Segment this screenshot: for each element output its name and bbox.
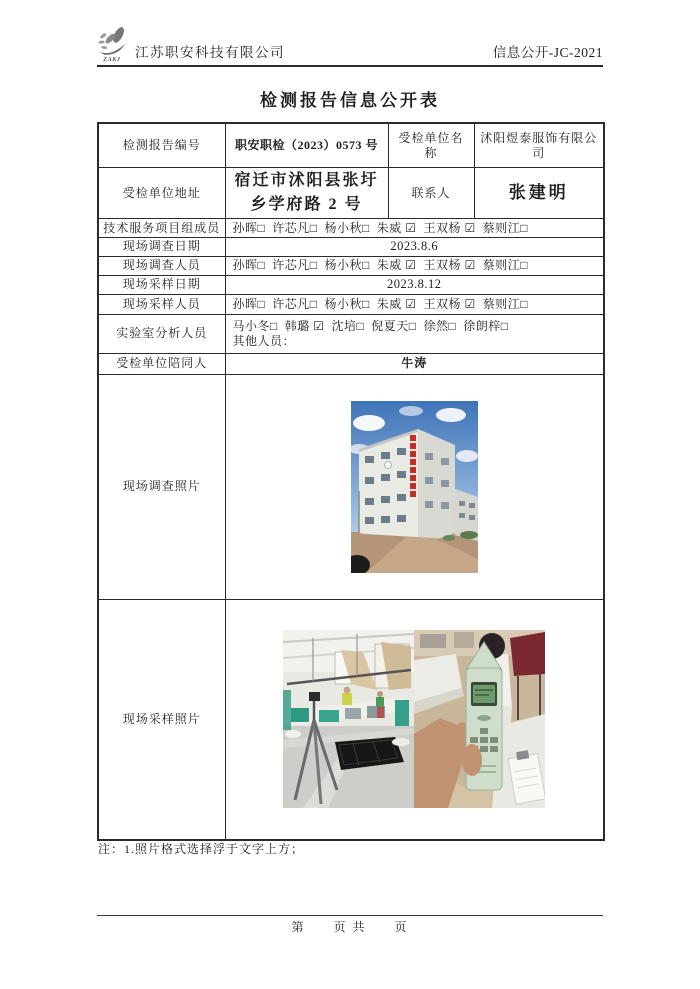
sampling-workshop-photo xyxy=(283,630,414,808)
logo-text: ZAKJ xyxy=(103,56,121,62)
info-table xyxy=(97,122,605,841)
footer-divider xyxy=(97,915,603,916)
report-no-label: 检测报告编号 xyxy=(98,123,225,168)
table-row xyxy=(98,353,604,374)
survey-staff-label: 现场调查人员 xyxy=(98,256,225,275)
footnote: 注：1.照片格式选择浮于文字上方； xyxy=(98,842,305,856)
contact-label: 联系人 xyxy=(388,168,474,219)
sampling-photo-cell xyxy=(225,599,604,840)
companion-label: 受检单位陪同人 xyxy=(98,353,225,374)
document-code: 信息公开-JC-2021 xyxy=(492,45,603,60)
table-row xyxy=(98,599,604,840)
header-brand xyxy=(97,24,285,62)
report-no-value: 职安职检（2023）0573 号 xyxy=(225,123,388,168)
companion-value: 牛涛 xyxy=(225,353,604,374)
sampling-date-value: 2023.8.12 xyxy=(225,275,604,294)
other-staff-label: 其他人员： xyxy=(232,333,296,348)
sampling-photo-label: 现场采样照片 xyxy=(98,599,225,840)
table-row xyxy=(98,256,604,275)
table-row xyxy=(98,294,604,314)
table-row xyxy=(98,374,604,599)
unit-addr-label: 受检单位地址 xyxy=(98,168,225,219)
unit-name-value: 沭阳煜泰服饰有限公司 xyxy=(474,123,604,168)
unit-addr-value: 宿迁市沭阳县张圩乡学府路 2 号 xyxy=(225,168,388,219)
team-label: 技术服务项目组成员 xyxy=(98,219,225,238)
table-row xyxy=(98,238,604,257)
table-row xyxy=(98,275,604,294)
survey-date-label: 现场调查日期 xyxy=(98,238,225,257)
unit-name-label: 受检单位名称 xyxy=(388,123,474,168)
survey-staff-checklist: 孙晖□ 许芯凡□ 杨小秋□ 朱威 ☑ 王双杨 ☑ 蔡则江□ xyxy=(225,256,604,275)
contact-value: 张建明 xyxy=(474,168,604,219)
company-logo-icon xyxy=(97,24,133,62)
page-title: 检测报告信息公开表 xyxy=(260,91,440,110)
survey-photo-label: 现场调查照片 xyxy=(98,374,225,599)
lab-staff-cell xyxy=(225,314,604,353)
sampling-staff-checklist: 孙晖□ 许芯凡□ 杨小秋□ 朱威 ☑ 王双杨 ☑ 蔡则江□ xyxy=(225,294,604,314)
company-name: 江苏职安科技有限公司 xyxy=(135,45,285,60)
table-row xyxy=(98,123,604,168)
sampling-staff-label: 现场采样人员 xyxy=(98,294,225,314)
lab-staff-checklist: 马小冬□ 韩璐 ☑ 沈培□ 倪夏天□ 徐然□ 徐朗梓□ xyxy=(232,318,509,333)
team-checklist: 孙晖□ 许芯凡□ 杨小秋□ 朱威 ☑ 王双杨 ☑ 蔡则江□ xyxy=(225,219,604,238)
survey-date-value: 2023.8.6 xyxy=(225,238,604,257)
sampling-meter-photo xyxy=(414,630,545,808)
table-row xyxy=(98,314,604,353)
sampling-date-label: 现场采样日期 xyxy=(98,275,225,294)
survey-site-building-photo xyxy=(351,401,478,573)
table-row xyxy=(98,168,604,219)
table-row xyxy=(98,219,604,238)
page-number-text: 第 页 共 页 xyxy=(291,920,409,934)
page-header xyxy=(97,26,603,67)
survey-photo-cell xyxy=(225,374,604,599)
lab-staff-label: 实验室分析人员 xyxy=(98,314,225,353)
